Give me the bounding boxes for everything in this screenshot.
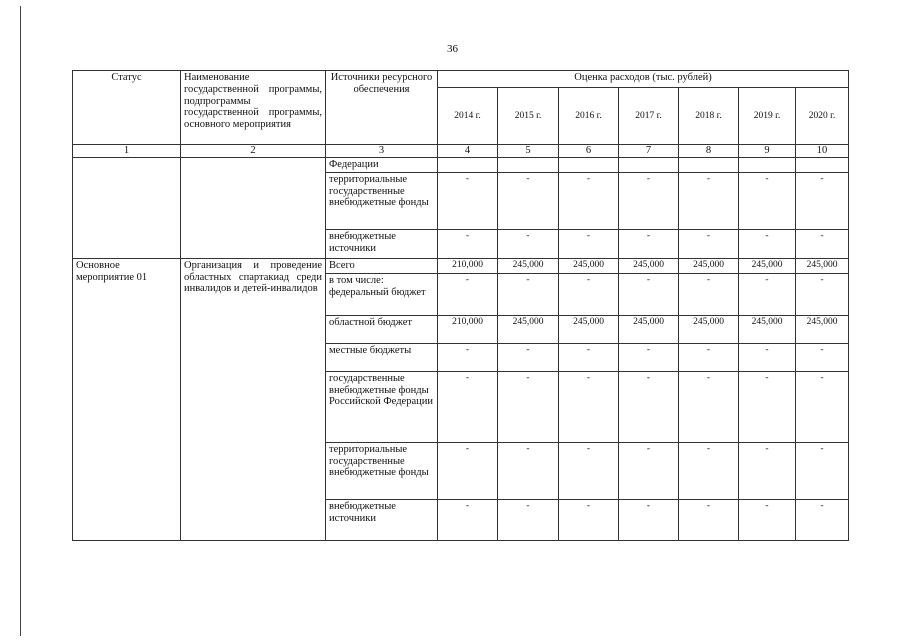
value-cell: 245,000 — [498, 315, 559, 343]
value-cell: - — [619, 499, 679, 540]
value-cell: - — [796, 273, 849, 315]
value-cell: - — [498, 172, 559, 229]
value-cell: - — [438, 343, 498, 371]
value-cell: - — [559, 273, 619, 315]
column-number: 10 — [796, 145, 849, 158]
value-cell — [619, 157, 679, 172]
value-cell: 245,000 — [739, 258, 796, 273]
value-cell: - — [559, 172, 619, 229]
value-cell: - — [796, 229, 849, 258]
page-number: 36 — [447, 43, 458, 55]
value-cell: - — [679, 442, 739, 499]
page-left-edge-line — [20, 6, 21, 636]
value-cell: - — [498, 229, 559, 258]
value-cell: - — [438, 442, 498, 499]
value-cell: - — [796, 172, 849, 229]
value-cell: - — [679, 343, 739, 371]
value-cell: - — [619, 229, 679, 258]
budget-table — [72, 70, 849, 541]
value-cell — [498, 157, 559, 172]
column-number: 1 — [73, 145, 181, 158]
value-cell: 245,000 — [559, 258, 619, 273]
value-cell: 210,000 — [438, 258, 498, 273]
value-cell: - — [559, 499, 619, 540]
value-cell: - — [498, 273, 559, 315]
value-cell: 245,000 — [679, 315, 739, 343]
source-cell: в том числе: федеральный бюджет — [326, 273, 438, 315]
column-number: 5 — [498, 145, 559, 158]
source-cell: территориальные государственные внебюджетные фонды — [326, 172, 438, 229]
column-number: 4 — [438, 145, 498, 158]
value-cell — [739, 157, 796, 172]
value-cell — [679, 157, 739, 172]
column-number: 8 — [679, 145, 739, 158]
value-cell: 245,000 — [679, 258, 739, 273]
value-cell: - — [679, 229, 739, 258]
value-cell: - — [739, 229, 796, 258]
value-cell: 245,000 — [619, 315, 679, 343]
header-name: Наименование государственной программы, подпрограммы государственной программы, основного мероприятия — [181, 71, 326, 145]
value-cell: - — [796, 499, 849, 540]
table-row — [73, 258, 849, 273]
column-number: 9 — [739, 145, 796, 158]
value-cell: - — [679, 172, 739, 229]
value-cell: - — [739, 371, 796, 442]
column-number-row — [73, 145, 849, 158]
value-cell: - — [619, 343, 679, 371]
value-cell: - — [559, 229, 619, 258]
value-cell: - — [438, 371, 498, 442]
value-cell: 245,000 — [559, 315, 619, 343]
value-cell: - — [619, 273, 679, 315]
column-number: 3 — [326, 145, 438, 158]
header-year: 2020 г. — [796, 88, 849, 145]
activity-section — [73, 258, 849, 540]
value-cell: - — [438, 273, 498, 315]
value-cell: - — [438, 229, 498, 258]
value-cell: 245,000 — [498, 258, 559, 273]
header-sources: Источники ресурсного обеспечения — [326, 71, 438, 145]
value-cell: 210,000 — [438, 315, 498, 343]
activity-name: Организация и проведение областных спартакиад среди инвалидов и детей-инвалидов — [181, 258, 326, 540]
header-year: 2017 г. — [619, 88, 679, 145]
value-cell: - — [619, 371, 679, 442]
source-cell: областной бюджет — [326, 315, 438, 343]
table-header — [73, 71, 849, 158]
source-cell: территориальные государственные внебюджетные фонды — [326, 442, 438, 499]
value-cell: - — [559, 343, 619, 371]
value-cell: - — [796, 343, 849, 371]
value-cell: 245,000 — [739, 315, 796, 343]
value-cell — [438, 157, 498, 172]
value-cell: - — [619, 172, 679, 229]
name-cell-empty — [181, 157, 326, 258]
value-cell: - — [796, 442, 849, 499]
header-year: 2018 г. — [679, 88, 739, 145]
source-cell: внебюджетные источники — [326, 499, 438, 540]
value-cell: - — [739, 442, 796, 499]
value-cell: 245,000 — [619, 258, 679, 273]
value-cell: - — [739, 172, 796, 229]
value-cell: - — [498, 343, 559, 371]
value-cell: - — [559, 442, 619, 499]
column-number: 6 — [559, 145, 619, 158]
value-cell: - — [739, 499, 796, 540]
value-cell: - — [679, 499, 739, 540]
source-cell: Всего — [326, 258, 438, 273]
value-cell — [559, 157, 619, 172]
value-cell: - — [739, 273, 796, 315]
value-cell: 245,000 — [796, 315, 849, 343]
status-cell-empty — [73, 157, 181, 258]
value-cell: - — [619, 442, 679, 499]
value-cell: - — [438, 172, 498, 229]
continued-section — [73, 157, 849, 258]
column-number: 2 — [181, 145, 326, 158]
value-cell: - — [498, 499, 559, 540]
source-cell: Федерации — [326, 157, 438, 172]
value-cell: 245,000 — [796, 258, 849, 273]
value-cell — [796, 157, 849, 172]
header-year: 2019 г. — [739, 88, 796, 145]
column-number: 7 — [619, 145, 679, 158]
source-cell: государственные внебюджетные фонды Российской Федерации — [326, 371, 438, 442]
source-cell: внебюджетные источники — [326, 229, 438, 258]
activity-status: Основное мероприятие 01 — [73, 258, 181, 540]
value-cell: - — [679, 371, 739, 442]
value-cell: - — [498, 442, 559, 499]
header-year: 2016 г. — [559, 88, 619, 145]
value-cell: - — [559, 371, 619, 442]
value-cell: - — [438, 499, 498, 540]
value-cell: - — [679, 273, 739, 315]
header-expenses: Оценка расходов (тыс. рублей) — [438, 71, 849, 88]
header-status: Статус — [73, 71, 181, 145]
value-cell: - — [498, 371, 559, 442]
value-cell: - — [796, 371, 849, 442]
table-row — [73, 157, 849, 172]
value-cell: - — [739, 343, 796, 371]
header-year: 2014 г. — [438, 88, 498, 145]
header-year: 2015 г. — [498, 88, 559, 145]
source-cell: местные бюджеты — [326, 343, 438, 371]
